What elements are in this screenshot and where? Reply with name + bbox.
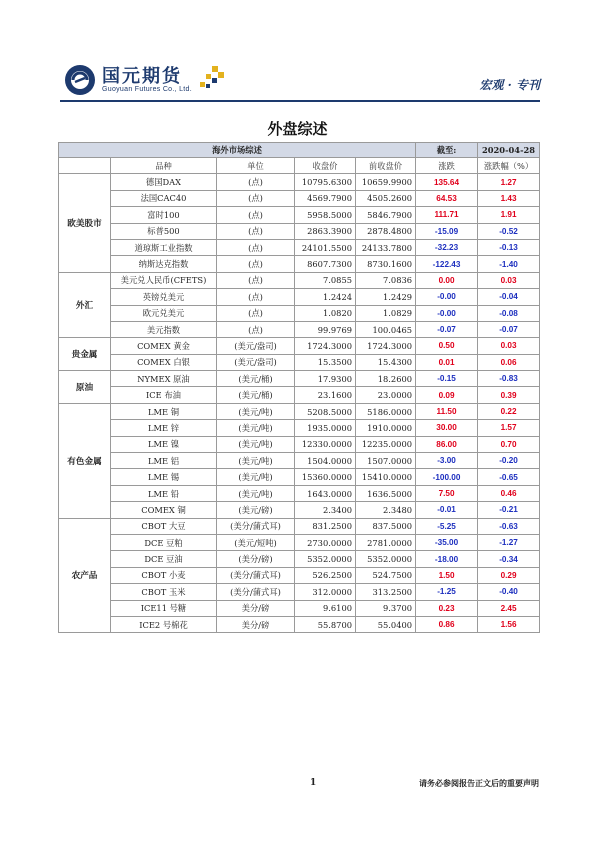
table-row [59, 485, 540, 501]
close-price: 4569.7900 [295, 190, 356, 206]
change-pct: 1.27 [478, 174, 540, 190]
change-pct: -0.07 [478, 321, 540, 337]
header-close: 收盘价 [295, 158, 356, 174]
close-price: 99.9769 [295, 321, 356, 337]
close-price: 1.2424 [295, 289, 356, 305]
unit-cell: (点) [217, 305, 295, 321]
unit-cell: (美元/吨) [217, 485, 295, 501]
close-price: 1643.0000 [295, 485, 356, 501]
change-pct: -0.13 [478, 239, 540, 255]
close-price: 9.6100 [295, 600, 356, 616]
prev-close-price: 2781.0000 [356, 534, 416, 550]
change-pct: 0.03 [478, 338, 540, 354]
table-row [59, 469, 540, 485]
prev-close-price: 15.4300 [356, 354, 416, 370]
change-value: 11.50 [416, 403, 478, 419]
instrument-name: 德国DAX [111, 174, 217, 190]
table-row [59, 256, 540, 272]
change-pct: -1.27 [478, 534, 540, 550]
unit-cell: (美元/吨) [217, 469, 295, 485]
table-row [59, 584, 540, 600]
change-pct: -0.52 [478, 223, 540, 239]
table-row [59, 600, 540, 616]
prev-close-price: 4505.2600 [356, 190, 416, 206]
change-pct: -0.08 [478, 305, 540, 321]
change-pct: 1.57 [478, 420, 540, 436]
close-price: 8607.7300 [295, 256, 356, 272]
change-value: -5.25 [416, 518, 478, 534]
table-row [59, 354, 540, 370]
instrument-name: 欧元兑美元 [111, 305, 217, 321]
unit-cell: (美分/蒲式耳) [217, 518, 295, 534]
change-pct: 1.56 [478, 616, 540, 632]
table-row [59, 502, 540, 518]
table-row [59, 223, 540, 239]
change-pct: -0.40 [478, 584, 540, 600]
close-price: 7.0855 [295, 272, 356, 288]
change-value: -0.07 [416, 321, 478, 337]
instrument-name: 纳斯达克指数 [111, 256, 217, 272]
table-row [59, 453, 540, 469]
prev-close-price: 5846.7900 [356, 207, 416, 223]
change-pct: -0.34 [478, 551, 540, 567]
table-row [59, 371, 540, 387]
table-row [59, 387, 540, 403]
change-value: 0.09 [416, 387, 478, 403]
unit-cell: (点) [217, 239, 295, 255]
table-row [59, 289, 540, 305]
instrument-name: 美元指数 [111, 321, 217, 337]
change-value: 86.00 [416, 436, 478, 452]
change-value: -1.25 [416, 584, 478, 600]
unit-cell: (点) [217, 272, 295, 288]
change-value: -0.15 [416, 371, 478, 387]
change-value: 0.50 [416, 338, 478, 354]
table-row [59, 518, 540, 534]
table-header-row [59, 158, 540, 174]
header-category [59, 158, 111, 174]
unit-cell: (美分/磅) [217, 551, 295, 567]
table-row [59, 321, 540, 337]
change-pct: 1.43 [478, 190, 540, 206]
unit-cell: (美元/吨) [217, 453, 295, 469]
header-prev: 前收盘价 [356, 158, 416, 174]
close-price: 1935.0000 [295, 420, 356, 436]
prev-close-price: 1636.5000 [356, 485, 416, 501]
instrument-name: LME 铅 [111, 485, 217, 501]
unit-cell: (点) [217, 174, 295, 190]
close-price: 12330.0000 [295, 436, 356, 452]
close-price: 23.1600 [295, 387, 356, 403]
close-price: 17.9300 [295, 371, 356, 387]
category-cell: 欧美股市 [59, 174, 111, 272]
change-value: -100.00 [416, 469, 478, 485]
close-price: 5958.5000 [295, 207, 356, 223]
change-pct: -0.83 [478, 371, 540, 387]
unit-cell: (美元/吨) [217, 420, 295, 436]
close-price: 10795.6300 [295, 174, 356, 190]
change-value: 0.01 [416, 354, 478, 370]
change-pct: 0.39 [478, 387, 540, 403]
market-table-container [58, 142, 539, 633]
change-pct: 0.22 [478, 403, 540, 419]
change-value: -18.00 [416, 551, 478, 567]
table-row [59, 174, 540, 190]
unit-cell: (美元/短吨) [217, 534, 295, 550]
category-cell: 有色金属 [59, 403, 111, 518]
category-cell: 外汇 [59, 272, 111, 338]
close-price: 2730.0000 [295, 534, 356, 550]
instrument-name: LME 铝 [111, 453, 217, 469]
prev-close-price: 1.2429 [356, 289, 416, 305]
unit-cell: (美元/盎司) [217, 354, 295, 370]
change-value: 7.50 [416, 485, 478, 501]
change-value: 111.71 [416, 207, 478, 223]
instrument-name: 道琼斯工业指数 [111, 239, 217, 255]
prev-close-price: 7.0836 [356, 272, 416, 288]
close-price: 55.8700 [295, 616, 356, 632]
change-value: -0.00 [416, 305, 478, 321]
instrument-name: 美元兑人民币(CFETS) [111, 272, 217, 288]
unit-cell: 美分/磅 [217, 600, 295, 616]
unit-cell: (美分/蒲式耳) [217, 567, 295, 583]
prev-close-price: 5352.0000 [356, 551, 416, 567]
change-pct: -0.63 [478, 518, 540, 534]
unit-cell: (点) [217, 207, 295, 223]
table-row [59, 272, 540, 288]
instrument-name: DCE 豆粕 [111, 534, 217, 550]
instrument-name: 标普500 [111, 223, 217, 239]
close-price: 1724.3000 [295, 338, 356, 354]
instrument-name: COMEX 黄金 [111, 338, 217, 354]
table-row [59, 420, 540, 436]
instrument-name: LME 镍 [111, 436, 217, 452]
change-pct: 0.06 [478, 354, 540, 370]
close-price: 312.0000 [295, 584, 356, 600]
change-value: -15.09 [416, 223, 478, 239]
unit-cell: (美元/吨) [217, 403, 295, 419]
change-value: 0.00 [416, 272, 478, 288]
prev-close-price: 12235.0000 [356, 436, 416, 452]
table-row [59, 190, 540, 206]
report-header [60, 62, 540, 98]
instrument-name: COMEX 铜 [111, 502, 217, 518]
change-pct: -0.65 [478, 469, 540, 485]
prev-close-price: 23.0000 [356, 387, 416, 403]
page-title: 外盘综述 [267, 120, 328, 138]
header-change: 涨跌 [416, 158, 478, 174]
close-price: 5352.0000 [295, 551, 356, 567]
unit-cell: (美分/蒲式耳) [217, 584, 295, 600]
instrument-name: LME 锌 [111, 420, 217, 436]
close-price: 526.2500 [295, 567, 356, 583]
date-label: 截至: [416, 143, 478, 158]
unit-cell: (美元/桶) [217, 387, 295, 403]
header-unit: 单位 [217, 158, 295, 174]
close-price: 24101.5500 [295, 239, 356, 255]
unit-cell: (点) [217, 289, 295, 305]
prev-close-price: 1724.3000 [356, 338, 416, 354]
change-pct: -0.20 [478, 453, 540, 469]
prev-close-price: 5186.0000 [356, 403, 416, 419]
prev-close-price: 55.0400 [356, 616, 416, 632]
category-cell: 贵金属 [59, 338, 111, 371]
date-value: 2020-04-28 [478, 143, 540, 158]
change-value: 0.23 [416, 600, 478, 616]
change-value: 64.53 [416, 190, 478, 206]
prev-close-price: 2.3480 [356, 502, 416, 518]
change-pct: 0.46 [478, 485, 540, 501]
instrument-name: 法国CAC40 [111, 190, 217, 206]
change-value: -32.23 [416, 239, 478, 255]
instrument-name: ICE11 号糖 [111, 600, 217, 616]
header-divider [60, 100, 540, 102]
unit-cell: (点) [217, 321, 295, 337]
instrument-name: CBOT 大豆 [111, 518, 217, 534]
table-row [59, 436, 540, 452]
change-value: -0.00 [416, 289, 478, 305]
instrument-name: 英镑兑美元 [111, 289, 217, 305]
table-row [59, 567, 540, 583]
change-value: 30.00 [416, 420, 478, 436]
prev-close-price: 1.0829 [356, 305, 416, 321]
category-cell: 农产品 [59, 518, 111, 633]
change-pct: -0.04 [478, 289, 540, 305]
prev-close-price: 313.2500 [356, 584, 416, 600]
close-price: 15.3500 [295, 354, 356, 370]
change-pct: 1.91 [478, 207, 540, 223]
close-price: 2863.3900 [295, 223, 356, 239]
instrument-name: CBOT 玉米 [111, 584, 217, 600]
company-logo-icon [64, 64, 96, 96]
close-price: 15360.0000 [295, 469, 356, 485]
prev-close-price: 524.7500 [356, 567, 416, 583]
table-row [59, 616, 540, 632]
table-row [59, 403, 540, 419]
instrument-name: COMEX 白银 [111, 354, 217, 370]
unit-cell: (美元/盎司) [217, 338, 295, 354]
table-row [59, 239, 540, 255]
prev-close-price: 15410.0000 [356, 469, 416, 485]
table-title-row [59, 143, 540, 158]
unit-cell: (点) [217, 190, 295, 206]
company-name-en: Guoyuan Futures Co., Ltd. [102, 86, 192, 93]
table-row [59, 534, 540, 550]
page-number: 1 [310, 778, 317, 788]
prev-close-price: 2878.4800 [356, 223, 416, 239]
change-pct: -0.21 [478, 502, 540, 518]
change-value: -3.00 [416, 453, 478, 469]
report-type: 宏观 · 专刊 [479, 78, 540, 92]
footer-disclaimer: 请务必参阅报告正文后的重要声明 [419, 778, 539, 788]
prev-close-price: 1507.0000 [356, 453, 416, 469]
instrument-name: NYMEX 原油 [111, 371, 217, 387]
prev-close-price: 8730.1600 [356, 256, 416, 272]
prev-close-price: 100.0465 [356, 321, 416, 337]
close-price: 2.3400 [295, 502, 356, 518]
table-row [59, 551, 540, 567]
close-price: 1504.0000 [295, 453, 356, 469]
instrument-name: CBOT 小麦 [111, 567, 217, 583]
change-value: 135.64 [416, 174, 478, 190]
instrument-name: ICE 布油 [111, 387, 217, 403]
table-row [59, 305, 540, 321]
prev-close-price: 10659.9900 [356, 174, 416, 190]
prev-close-price: 9.3700 [356, 600, 416, 616]
unit-cell: 美分/磅 [217, 616, 295, 632]
section-title: 海外市场综述 [59, 143, 416, 158]
category-cell: 原油 [59, 371, 111, 404]
change-value: 1.50 [416, 567, 478, 583]
close-price: 1.0820 [295, 305, 356, 321]
prev-close-price: 24133.7800 [356, 239, 416, 255]
change-pct: 0.70 [478, 436, 540, 452]
unit-cell: (点) [217, 223, 295, 239]
change-value: -122.43 [416, 256, 478, 272]
table-row [59, 207, 540, 223]
header-name: 品种 [111, 158, 217, 174]
header-pct: 涨跌幅（%） [478, 158, 540, 174]
overseas-market-table [58, 142, 540, 633]
table-row [59, 338, 540, 354]
prev-close-price: 18.2600 [356, 371, 416, 387]
change-value: -0.01 [416, 502, 478, 518]
change-pct: 0.03 [478, 272, 540, 288]
change-pct: -1.40 [478, 256, 540, 272]
unit-cell: (美元/磅) [217, 502, 295, 518]
close-price: 5208.5000 [295, 403, 356, 419]
logo-squares-icon [200, 66, 224, 90]
change-pct: 2.45 [478, 600, 540, 616]
instrument-name: LME 铜 [111, 403, 217, 419]
instrument-name: ICE2 号棉花 [111, 616, 217, 632]
change-value: 0.86 [416, 616, 478, 632]
prev-close-price: 1910.0000 [356, 420, 416, 436]
instrument-name: 富时100 [111, 207, 217, 223]
unit-cell: (点) [217, 256, 295, 272]
unit-cell: (美元/桶) [217, 371, 295, 387]
instrument-name: DCE 豆油 [111, 551, 217, 567]
unit-cell: (美元/吨) [217, 436, 295, 452]
company-name-cn: 国元期货 [102, 66, 182, 87]
prev-close-price: 837.5000 [356, 518, 416, 534]
change-value: -35.00 [416, 534, 478, 550]
instrument-name: LME 锡 [111, 469, 217, 485]
change-pct: 0.29 [478, 567, 540, 583]
close-price: 831.2500 [295, 518, 356, 534]
